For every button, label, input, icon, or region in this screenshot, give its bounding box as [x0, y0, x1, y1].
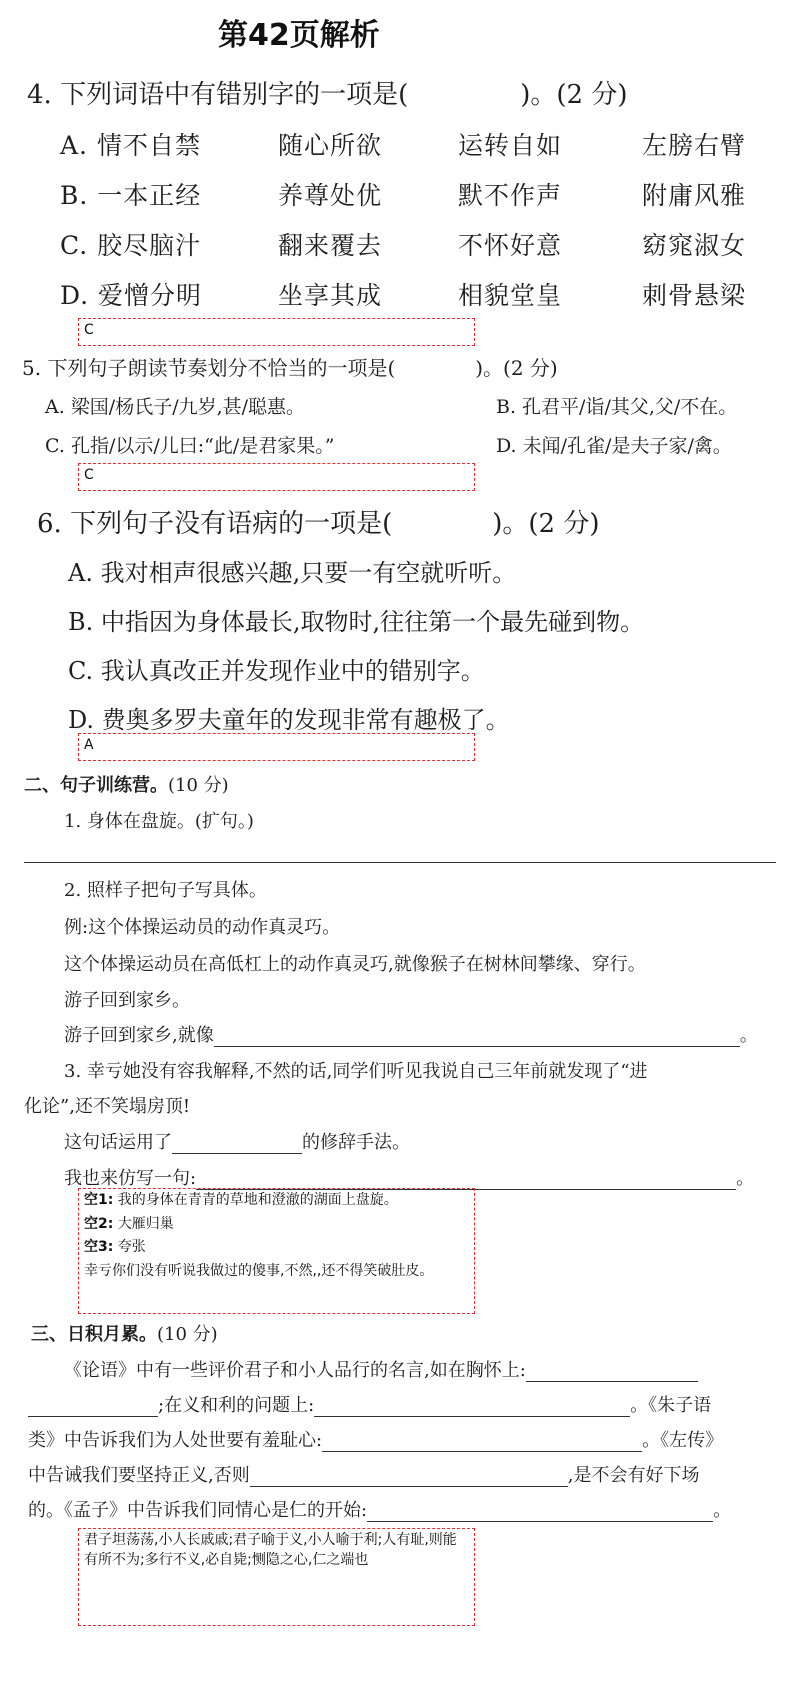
- section3-heading: [31, 1320, 218, 1346]
- q4-option-b-3: 默不作声: [458, 181, 563, 210]
- q4-stem-points: )。(2 分): [520, 80, 628, 110]
- q4-option-c-2: 翻来覆去: [278, 231, 383, 260]
- q4-option-c: C. 胶尽脑汁: [60, 231, 202, 260]
- sec3-blank-1b: [28, 1398, 158, 1417]
- q4-answer-box: C: [78, 318, 475, 346]
- q4-option-b: B. 一本正经: [60, 181, 202, 210]
- sec3-line3-end: 。《左传》: [642, 1430, 724, 1451]
- sec2-q3-imitate: [64, 1164, 754, 1190]
- sec3-blank-1: [526, 1363, 698, 1382]
- sec3-line2: [28, 1391, 711, 1417]
- q6-stem-points: )。(2 分): [492, 509, 600, 539]
- q4-option-d: D. 爱憎分明: [60, 281, 203, 310]
- page-title: 第42页解析: [218, 18, 380, 53]
- q6-option-d: D. 费奥多罗夫童年的发现非常有趣极了。: [68, 706, 510, 734]
- sec2-example: 例:这个体操运动员的动作真灵巧。: [64, 917, 341, 938]
- sec2-q3-blank: [172, 1135, 302, 1154]
- sec3-blank-2: [314, 1398, 630, 1417]
- q4-option-d-2: 坐享其成: [278, 281, 383, 310]
- sec3-line4-end: ,是不会有好下场: [567, 1465, 700, 1486]
- answer-label: 空1:: [84, 1192, 114, 1208]
- sec2-fill-text: 游子回到家乡,就像: [64, 1025, 214, 1046]
- sec3-blank-5: [367, 1503, 713, 1522]
- answer-text: 大雁归巢: [117, 1215, 174, 1232]
- q4-option-c-3: 不怀好意: [458, 231, 563, 260]
- sec3-answer-box: 君子坦荡荡,小人长戚戚;君子喻于义,小人喻于利;人有耻,则能有所不为;多行不义,必自毙;恻隐之心,仁之端也: [78, 1528, 475, 1626]
- sec2-q1: 1. 身体在盘旋。(扩句。): [64, 811, 254, 832]
- sec2-answer-2: [84, 1215, 469, 1235]
- sec3-line3: [28, 1426, 723, 1452]
- sec3-line3-text: 类》中告诉我们为人处世要有羞耻心:: [28, 1430, 323, 1451]
- section2-points: (10 分): [168, 775, 229, 796]
- q4-option-b-2: 养尊处优: [278, 181, 383, 210]
- q4-option-a: A. 情不自禁: [60, 131, 201, 160]
- sec2-fill-blank: [214, 1028, 740, 1047]
- section3-title: 三、日积月累。: [31, 1324, 157, 1345]
- answer-label: 空2:: [84, 1215, 114, 1232]
- q4-option-b-4: 附庸风雅: [642, 181, 747, 210]
- sec2-q3-imitate-end: 。: [736, 1168, 755, 1189]
- sec2-q3-line1: 3. 幸亏她没有容我解释,不然的话,同学们听见我说自己三年前就发现了“进: [64, 1061, 648, 1082]
- sec2-answer-long: 幸亏你们没有听说我做过的傻事,不然,,还不得笑破肚皮。: [84, 1262, 434, 1279]
- q5-option-b: B. 孔君平/诣/其父,父/不在。: [496, 396, 738, 418]
- sec3-line1: [64, 1356, 698, 1382]
- q5-answer-box: C: [78, 463, 475, 491]
- sec2-answer-box: [78, 1188, 475, 1314]
- q4-option-c-4: 窈窕淑女: [642, 231, 747, 260]
- sec3-line5: [28, 1496, 731, 1522]
- sec3-line4-text: 中告诫我们要坚持正义,否则: [28, 1465, 250, 1486]
- q6-stem: [37, 503, 599, 540]
- sec2-answer-3: [84, 1238, 469, 1258]
- q4-option-d-4: 刺骨悬梁: [642, 281, 747, 310]
- sec2-q3-rhetoric: [64, 1128, 410, 1154]
- q4-stem-text: 4. 下列词语中有错别字的一项是(: [27, 80, 409, 110]
- sec3-blank-3: [322, 1433, 642, 1452]
- sec2-q3-line2: 化论”,还不笑塌房顶!: [24, 1096, 191, 1117]
- sec3-line4: [28, 1461, 699, 1487]
- sec3-line5-text: 的。《孟子》中告诉我们同情心是仁的开始:: [28, 1500, 368, 1521]
- sec2-answer-1: [84, 1191, 469, 1211]
- q5-stem-text: 5. 下列句子朗读节奏划分不恰当的一项是(: [22, 356, 396, 380]
- sec3-line5-end: 。: [713, 1500, 732, 1521]
- q6-option-b: B. 中指因为身体最长,取物时,往往第一个最先碰到物。: [68, 608, 645, 636]
- q5-stem: [22, 352, 558, 381]
- q4-option-a-2: 随心所欲: [278, 131, 383, 160]
- section2-heading: [24, 771, 229, 797]
- q6-option-c: C. 我认真改正并发现作业中的错别字。: [68, 657, 485, 685]
- sec3-line2-end: 。《朱子语: [630, 1395, 712, 1416]
- q5-option-c: C. 孔指/以示/儿曰:“此/是君家果。”: [45, 435, 335, 457]
- answer-label: 空3:: [84, 1239, 114, 1256]
- q4-stem: [27, 74, 627, 111]
- q4-option-d-3: 相貌堂皇: [458, 281, 563, 310]
- sec2-example-full: 这个体操运动员在高低杠上的动作真灵巧,就像猴子在树林间攀缘、穿行。: [64, 954, 646, 975]
- q5-option-a: A. 梁国/杨氏子/九岁,甚/聪惠。: [45, 396, 306, 418]
- answer-text: 夸张: [117, 1239, 146, 1256]
- answer-text: 我的身体在青青的草地和澄澈的湖面上盘旋。: [117, 1192, 398, 1208]
- sec2-q3-rhetoric-text: 这句话运用了: [64, 1132, 172, 1153]
- q6-answer-box: A: [78, 733, 475, 761]
- sec3-blank-4: [250, 1468, 568, 1487]
- sec2-fill-line: [64, 1021, 758, 1047]
- q5-option-d: D. 未闻/孔雀/是夫子家/禽。: [496, 435, 732, 457]
- sec3-line2-text: ;在义和利的问题上:: [158, 1395, 315, 1416]
- sec2-fill-end: 。: [739, 1025, 758, 1046]
- sec2-q1-answer-line: [24, 862, 776, 863]
- sec2-q2: 2. 照样子把句子写具体。: [64, 880, 267, 901]
- section3-points: (10 分): [157, 1324, 218, 1345]
- sec2-q3-imitate-text: 我也来仿写一句:: [64, 1168, 197, 1189]
- sec3-line1-text: 《论语》中有一些评价君子和小人品行的名言,如在胸怀上:: [64, 1360, 526, 1381]
- q4-option-a-4: 左膀右臂: [642, 131, 747, 160]
- q6-option-a: A. 我对相声很感兴趣,只要一有空就听听。: [68, 559, 517, 587]
- q6-stem-text: 6. 下列句子没有语病的一项是(: [37, 509, 393, 539]
- q4-option-a-3: 运转自如: [458, 131, 563, 160]
- sec2-q3-rhetoric-end: 的修辞手法。: [302, 1132, 410, 1153]
- sec2-prompt: 游子回到家乡。: [64, 990, 190, 1011]
- section2-title: 二、句子训练营。: [24, 775, 168, 796]
- q5-stem-points: )。(2 分): [475, 356, 558, 380]
